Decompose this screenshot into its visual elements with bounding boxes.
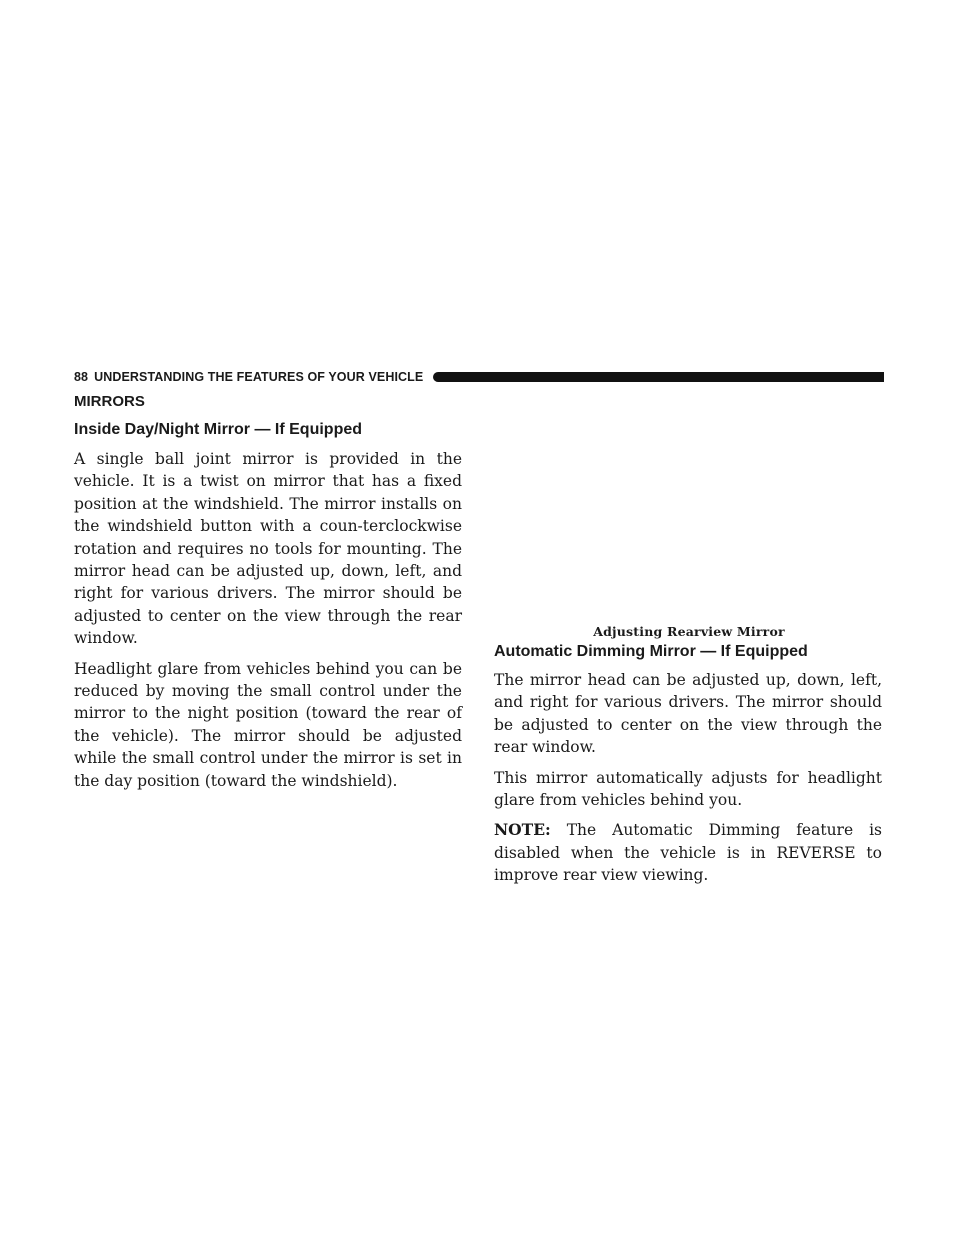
inside-mirror-paragraph-2: Headlight glare from vehicles behind you can be reduced by moving the small control under the mirror to the night position (toward the rear of the vehicle). The mirror should be adjusted while the small control under the mirror is set in the day position (toward the windshield). xyxy=(74,659,462,790)
header-rule xyxy=(433,372,884,382)
figure-caption: Adjusting Rearview Mirror xyxy=(593,624,785,639)
page-header xyxy=(74,369,884,385)
inside-mirror-paragraph-1: A single ball joint mirror is provided in the vehicle. It is a twist on mirror that has a fixed position at the windshield. The mirror installs on the windshield button with a coun-terclockwise rotation and requires no tools for mounting. The mirror head can be adjusted up, down, left, and right for various drivers. The mirror should be adjusted to center on the view through the rear window. xyxy=(74,450,462,648)
running-header-title: UNDERSTANDING THE FEATURES OF YOUR VEHICLE xyxy=(94,370,424,384)
auto-mirror-paragraph-2: This mirror automatically adjusts for headlight glare from vehicles behind you. xyxy=(494,768,882,810)
auto-mirror-note xyxy=(494,819,882,886)
inside-mirror-heading: Inside Day/Night Mirror — If Equipped xyxy=(74,421,363,438)
note-label: NOTE: xyxy=(494,820,551,840)
note-text: The Automatic Dimming feature is disabled when the vehicle is in REVERSE to improve rear view viewing. xyxy=(494,821,882,885)
auto-dimming-mirror-body xyxy=(494,669,882,895)
inside-mirror-body xyxy=(74,448,462,800)
rearview-mirror-figure xyxy=(494,392,884,614)
page-number: 88 xyxy=(74,370,89,384)
auto-dimming-mirror-heading: Automatic Dimming Mirror — If Equipped xyxy=(494,643,808,660)
section-title: MIRRORS xyxy=(74,393,145,410)
auto-mirror-paragraph-1: The mirror head can be adjusted up, down, left, and right for various drivers. The mirror should be adjusted to center on the view through the rear window. xyxy=(494,671,882,757)
